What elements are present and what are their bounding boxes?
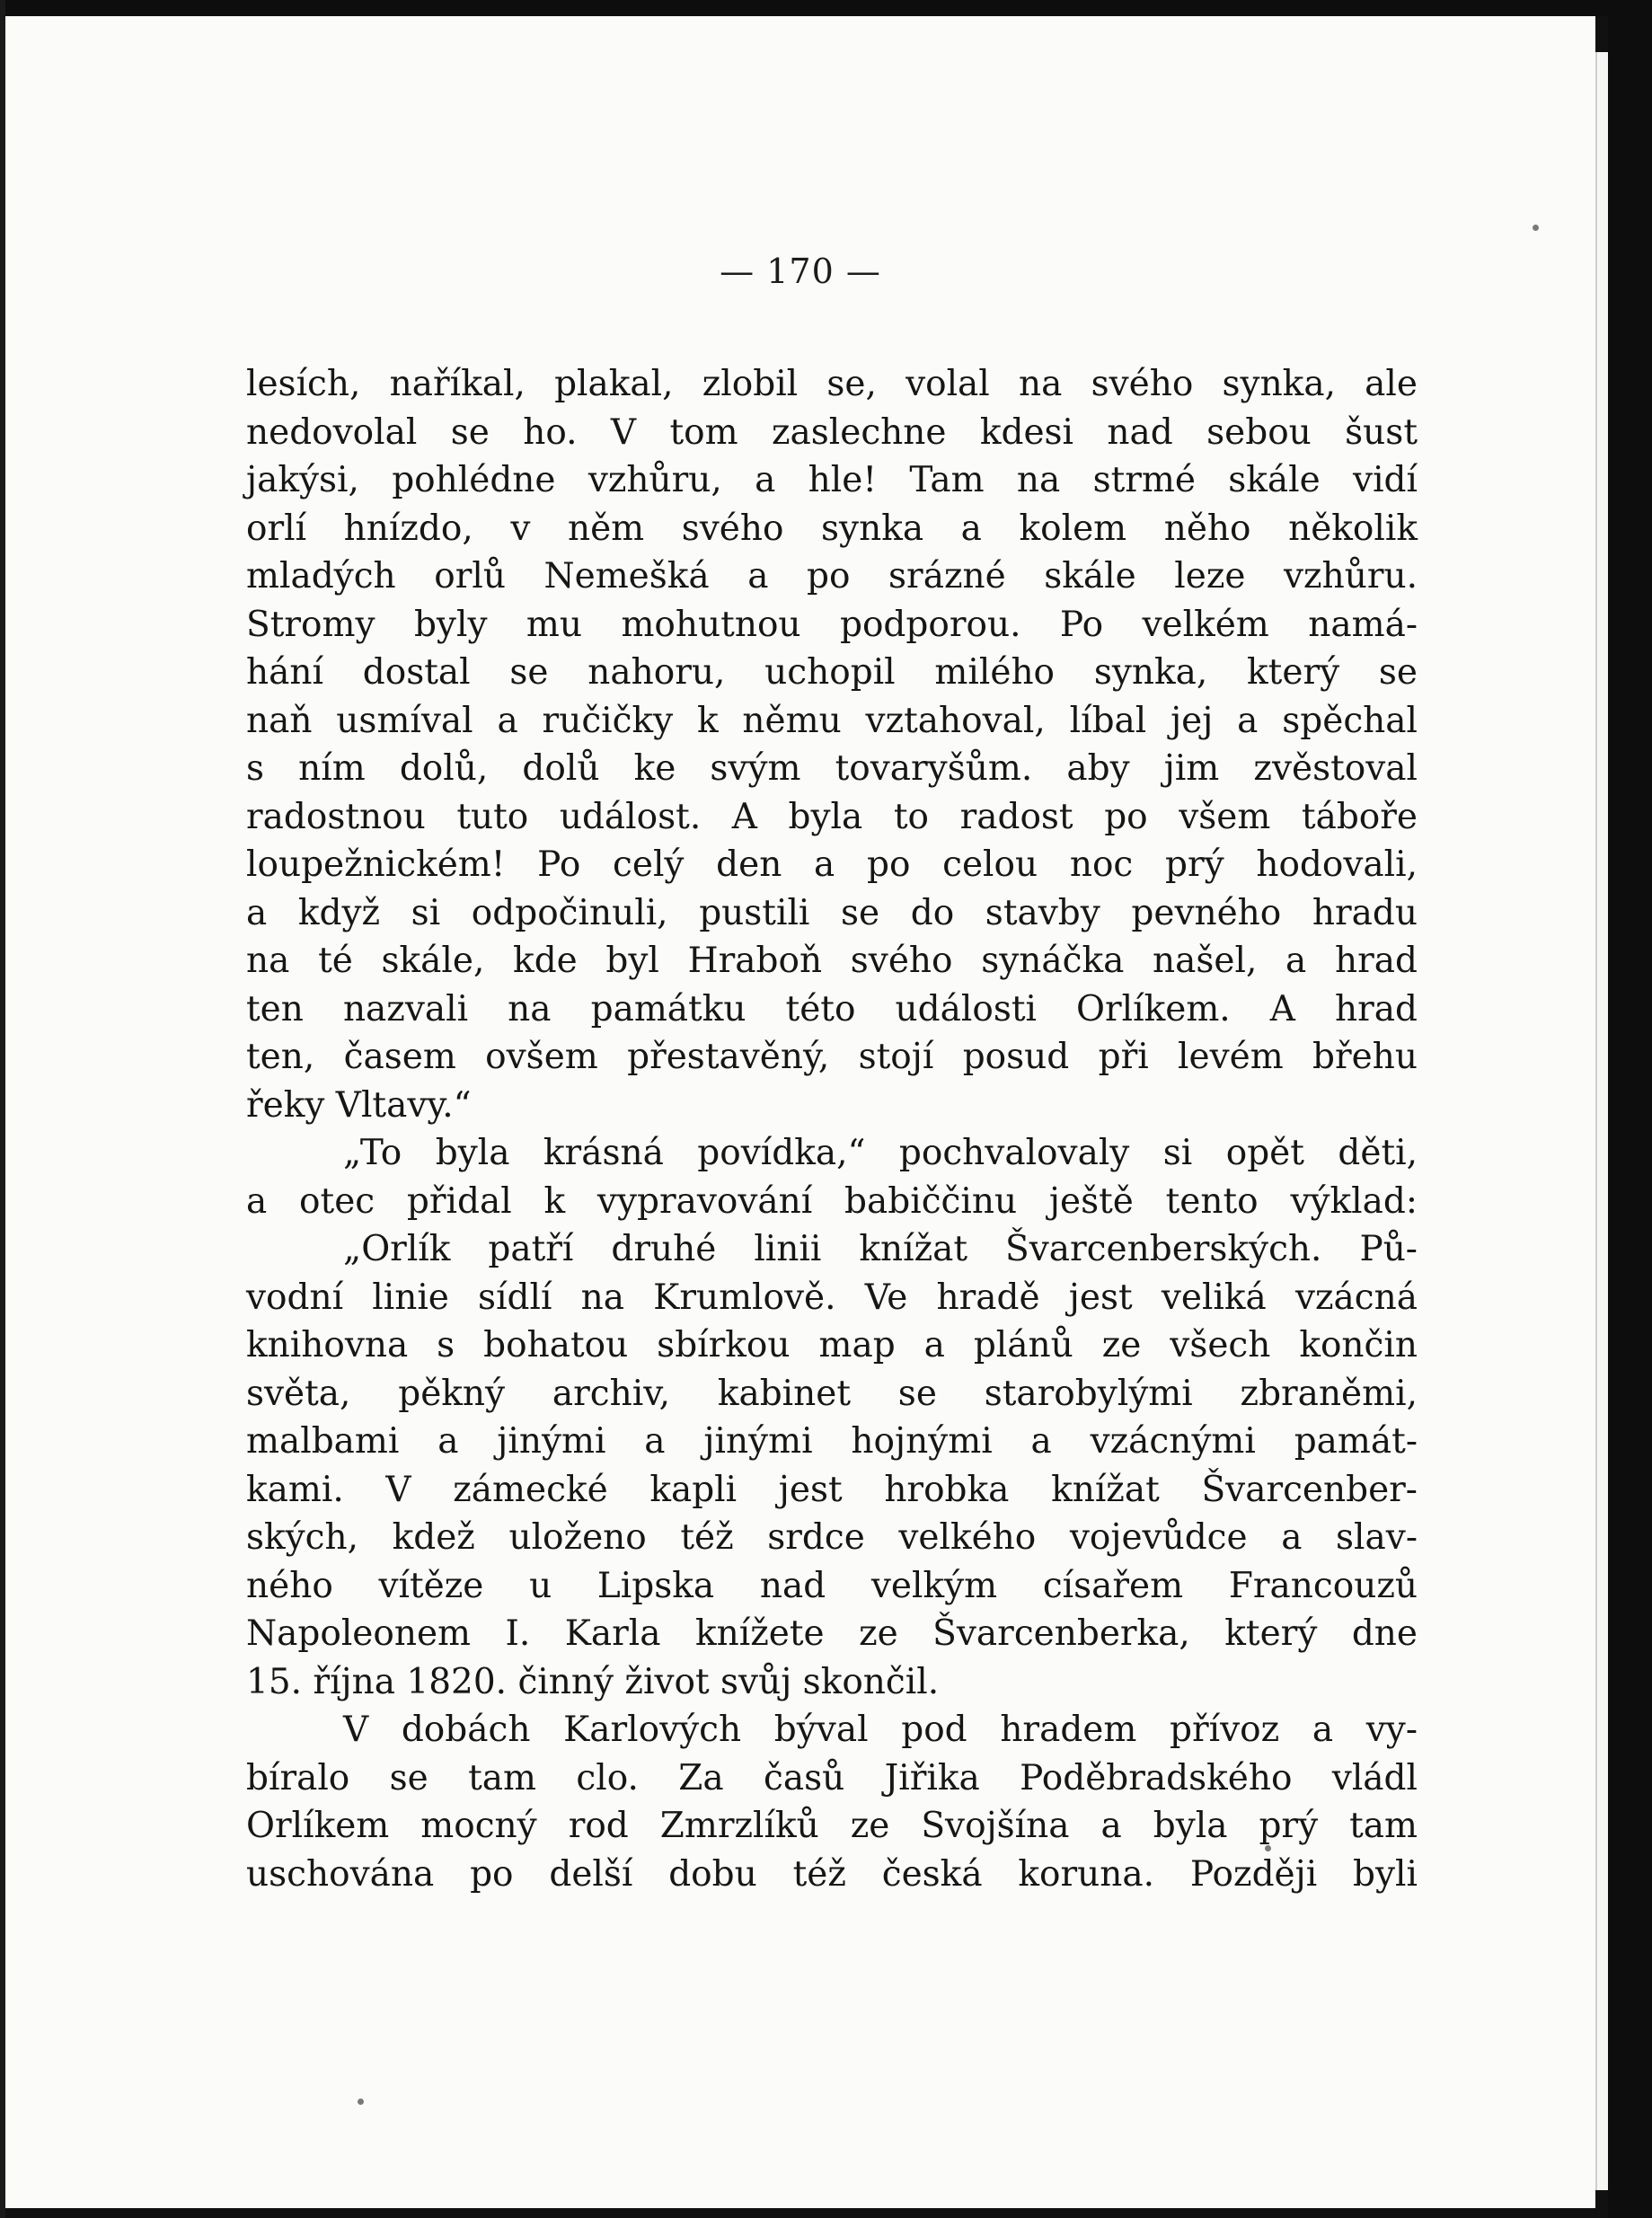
text-line: radostnou tuto událost. A byla to radost po všem táboře <box>246 796 1418 837</box>
text-line: Napoleonem I. Karla knížete ze Švarcenberka, který dne <box>246 1613 1418 1654</box>
text-line: uschována po delší dobu též česká koruna. Později byli <box>246 1853 1418 1895</box>
paper-speck <box>358 2099 364 2105</box>
text-line: nedovolal se ho. V tom zaslechne kdesi nad sebou šust <box>246 411 1418 453</box>
text-line: světa, pěkný archiv, kabinet se starobylými zbraněmi, <box>246 1373 1418 1414</box>
text-line: a když si odpočinuli, pustili se do stavby pevného hradu <box>246 892 1418 933</box>
text-line: ten, časem ovšem přestavěný, stojí posud při levém břehu <box>246 1037 1418 1077</box>
text-line: 15. října 1820. činný život svůj skončil. <box>246 1661 940 1702</box>
text-line: jakýsi, pohlédne vzhůru, a hle! Tam na strmé skále vidí <box>246 460 1418 500</box>
text-line: lesích, naříkal, plakal, zlobil se, volal na svého synka, ale <box>246 364 1418 404</box>
text-line: „To byla krásná povídka,“ pochvalovaly si opět děti, <box>343 1133 1418 1173</box>
text-line: bíralo se tam clo. Za časů Jiřika Poděbradského vládl <box>246 1757 1418 1798</box>
text-line: řeky Vltavy.“ <box>246 1084 472 1126</box>
text-line: hání dostal se nahoru, uchopil milého synka, který se <box>246 652 1418 693</box>
text-line: Orlíkem mocný rod Zmrzlíků ze Svojšína a byla prý tam <box>246 1806 1418 1846</box>
paper-speck <box>1533 225 1539 231</box>
page-number: — 170 — <box>720 252 881 291</box>
text-line: kami. V zámecké kapli jest hrobka knížat Švarcenber- <box>246 1469 1418 1510</box>
text-line: s ním dolů, dolů ke svým tovaryšům. aby jim zvěstoval <box>246 748 1418 789</box>
scan-border-right <box>1608 0 1652 2218</box>
body-text <box>246 360 1418 1898</box>
text-line: ten nazvali na památku této události Orlíkem. A hrad <box>246 988 1418 1029</box>
text-line: Stromy byly mu mohutnou podporou. Po velkém namá- <box>246 604 1418 645</box>
book-page <box>5 16 1595 2208</box>
text-line: na té skále, kde byl Hraboň svého synáčka našel, a hrad <box>246 941 1418 981</box>
text-line: „Orlík patří druhé linii knížat Švarcenberských. Pů- <box>343 1229 1418 1269</box>
text-line: V dobách Karlových býval pod hradem přívoz a vy- <box>343 1710 1418 1750</box>
text-line: orlí hnízdo, v něm svého synka a kolem něho několik <box>246 508 1418 549</box>
text-line: ného vítěze u Lipska nad velkým císařem Francouzů <box>246 1565 1418 1606</box>
text-line: ských, kdež uloženo též srdce velkého vojevůdce a slav- <box>246 1517 1418 1558</box>
text-line: a otec přidal k vypravování babiččinu ještě tento výklad: <box>246 1180 1418 1222</box>
text-line: malbami a jinými a jinými hojnými a vzácnými památ- <box>246 1421 1418 1462</box>
text-line: vodní linie sídlí na Krumlově. Ve hradě jest veliká vzácná <box>246 1277 1418 1318</box>
text-line: naň usmíval a ručičky k němu vztahoval, líbal jej a spěchal <box>246 700 1418 741</box>
scan-border-top <box>0 0 1652 16</box>
text-line: loupežnickém! Po celý den a po celou noc prý hodovali, <box>246 844 1418 885</box>
text-line: knihovna s bohatou sbírkou map a plánů ze všech končin <box>246 1325 1418 1365</box>
text-line: mladých orlů Nemešká a po srázné skále leze vzhůru. <box>246 556 1418 596</box>
